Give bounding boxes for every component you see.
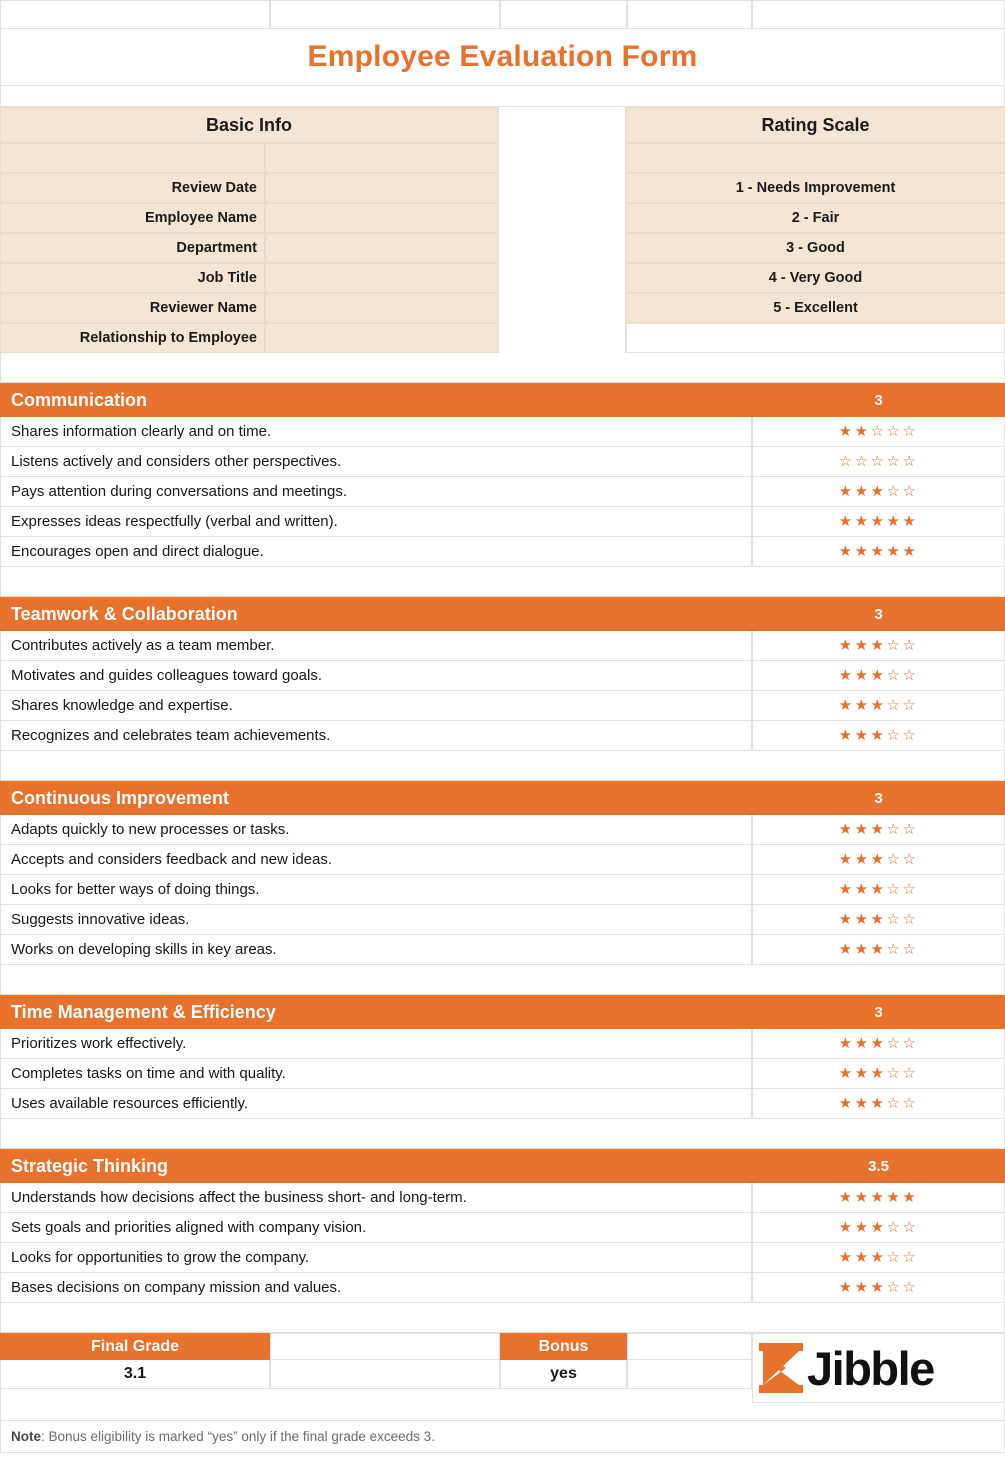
criterion-rating[interactable] bbox=[752, 1089, 1005, 1119]
basic-info-row bbox=[0, 173, 498, 203]
blank-cell[interactable] bbox=[270, 1360, 500, 1389]
bonus-label: Bonus bbox=[500, 1333, 627, 1360]
section-title: Strategic Thinking bbox=[0, 1149, 752, 1183]
criterion-row bbox=[0, 661, 1005, 691]
criterion-row bbox=[0, 1243, 1005, 1273]
criterion-text: Looks for opportunities to grow the company. bbox=[0, 1243, 752, 1273]
section-score: 3 bbox=[752, 597, 1005, 631]
criterion-row bbox=[0, 447, 1005, 477]
star-rating-icon: ★★★☆☆ bbox=[838, 697, 919, 714]
star-rating-icon: ★★★☆☆ bbox=[838, 667, 919, 684]
star-rating-icon: ★★★☆☆ bbox=[838, 1095, 919, 1112]
logo-wordmark: Jibble bbox=[807, 1341, 934, 1395]
footnote-text: : Bonus eligibility is marked “yes” only if the final grade exceeds 3. bbox=[41, 1429, 435, 1444]
blank-cell[interactable] bbox=[627, 1360, 752, 1389]
blank-cell[interactable] bbox=[0, 0, 270, 29]
bonus-value: yes bbox=[500, 1360, 627, 1389]
section-gap-row bbox=[0, 751, 1005, 781]
hourglass-icon bbox=[758, 1343, 804, 1393]
criterion-rating[interactable] bbox=[752, 905, 1005, 935]
criterion-text: Bases decisions on company mission and values. bbox=[0, 1273, 752, 1303]
criterion-rating[interactable] bbox=[752, 815, 1005, 845]
field-label-department: Department bbox=[0, 233, 265, 263]
criterion-rating[interactable] bbox=[752, 631, 1005, 661]
criterion-text: Looks for better ways of doing things. bbox=[0, 875, 752, 905]
criterion-rating[interactable] bbox=[752, 691, 1005, 721]
star-rating-icon: ☆☆☆☆☆ bbox=[838, 453, 919, 470]
criterion-text: Accepts and considers feedback and new ideas. bbox=[0, 845, 752, 875]
basic-info-heading: Basic Info bbox=[0, 107, 498, 143]
criterion-text: Motivates and guides colleagues toward goals. bbox=[0, 661, 752, 691]
criterion-row bbox=[0, 1273, 1005, 1303]
basic-info-row bbox=[0, 203, 498, 233]
star-rating-icon: ★★★★★ bbox=[838, 1189, 919, 1206]
evaluation-sections bbox=[0, 353, 1005, 1303]
rating-scale-heading: Rating Scale bbox=[626, 107, 1005, 143]
star-rating-icon: ★★★☆☆ bbox=[838, 821, 919, 838]
jibble-logo bbox=[752, 1333, 1005, 1403]
final-grade-label: Final Grade bbox=[0, 1333, 270, 1360]
criterion-row bbox=[0, 631, 1005, 661]
criterion-row bbox=[0, 1059, 1005, 1089]
star-rating-icon: ★★★☆☆ bbox=[838, 1219, 919, 1236]
criterion-row bbox=[0, 537, 1005, 567]
criterion-row bbox=[0, 507, 1005, 537]
field-input-review-date[interactable] bbox=[265, 173, 498, 203]
title-row bbox=[0, 29, 1005, 86]
footnote-prefix: Note bbox=[11, 1429, 41, 1444]
section-score: 3.5 bbox=[752, 1149, 1005, 1183]
title-cell bbox=[0, 29, 1005, 86]
page-title: Employee Evaluation Form bbox=[307, 40, 698, 73]
field-input-relationship[interactable] bbox=[265, 323, 498, 353]
criterion-text: Recognizes and celebrates team achievements. bbox=[0, 721, 752, 751]
section-score: 3 bbox=[752, 383, 1005, 417]
criterion-rating[interactable] bbox=[752, 1243, 1005, 1273]
logo-wrap bbox=[758, 1343, 934, 1393]
basic-info-row bbox=[0, 263, 498, 293]
criterion-rating[interactable] bbox=[752, 875, 1005, 905]
criterion-text: Adapts quickly to new processes or tasks. bbox=[0, 815, 752, 845]
basic-info-row bbox=[0, 233, 498, 263]
spacer-row bbox=[0, 86, 1005, 107]
criterion-row bbox=[0, 721, 1005, 751]
section-gap-row bbox=[0, 353, 1005, 383]
blank-label bbox=[0, 143, 265, 173]
final-grade-value: 3.1 bbox=[0, 1360, 270, 1389]
blank-cell[interactable] bbox=[627, 0, 752, 29]
rating-level-1: 1 - Needs Improvement bbox=[626, 173, 1005, 203]
criterion-row bbox=[0, 815, 1005, 845]
top-blank-row bbox=[0, 0, 1005, 29]
rating-level-4: 4 - Very Good bbox=[626, 263, 1005, 293]
criterion-row bbox=[0, 935, 1005, 965]
criterion-text: Pays attention during conversations and meetings. bbox=[0, 477, 752, 507]
criterion-row bbox=[0, 845, 1005, 875]
criterion-text: Suggests innovative ideas. bbox=[0, 905, 752, 935]
star-rating-icon: ★★★☆☆ bbox=[838, 1065, 919, 1082]
star-rating-icon: ★★★☆☆ bbox=[838, 483, 919, 500]
field-input-department[interactable] bbox=[265, 233, 498, 263]
criterion-rating[interactable] bbox=[752, 661, 1005, 691]
rating-level-2: 2 - Fair bbox=[626, 203, 1005, 233]
footer-gap-row bbox=[0, 1303, 1005, 1333]
basic-info-panel bbox=[0, 107, 498, 353]
section-title: Time Management & Efficiency bbox=[0, 995, 752, 1029]
field-label-reviewer-name: Reviewer Name bbox=[0, 293, 265, 323]
field-input-job-title[interactable] bbox=[265, 263, 498, 293]
criterion-row bbox=[0, 477, 1005, 507]
criterion-text: Understands how decisions affect the business short- and long-term. bbox=[0, 1183, 752, 1213]
blank-cell[interactable] bbox=[500, 0, 627, 29]
criterion-text: Uses available resources efficiently. bbox=[0, 1089, 752, 1119]
section-gap-row bbox=[0, 567, 1005, 597]
criterion-text: Contributes actively as a team member. bbox=[0, 631, 752, 661]
star-rating-icon: ★★★★★ bbox=[838, 513, 919, 530]
section-header bbox=[0, 995, 1005, 1029]
star-rating-icon: ★★★☆☆ bbox=[838, 1249, 919, 1266]
criterion-rating[interactable] bbox=[752, 537, 1005, 567]
blank-cell[interactable] bbox=[270, 1333, 500, 1360]
rating-scale-panel bbox=[626, 107, 1005, 353]
criterion-row bbox=[0, 875, 1005, 905]
blank-cell bbox=[0, 86, 1005, 107]
criterion-text: Expresses ideas respectfully (verbal and written). bbox=[0, 507, 752, 537]
field-input-reviewer-name[interactable] bbox=[265, 293, 498, 323]
criterion-rating[interactable] bbox=[752, 845, 1005, 875]
star-rating-icon: ★★★☆☆ bbox=[838, 1279, 919, 1296]
field-label-relationship: Relationship to Employee bbox=[0, 323, 265, 353]
star-rating-icon: ★★★☆☆ bbox=[838, 1035, 919, 1052]
rating-scale-footer-blank bbox=[626, 323, 1005, 353]
center-gap-column bbox=[498, 107, 626, 353]
criterion-rating[interactable] bbox=[752, 447, 1005, 477]
rating-scale-blank-row bbox=[626, 143, 1005, 173]
criterion-row bbox=[0, 1089, 1005, 1119]
criterion-text: Prioritizes work effectively. bbox=[0, 1029, 752, 1059]
section-header bbox=[0, 1149, 1005, 1183]
rating-level-5: 5 - Excellent bbox=[626, 293, 1005, 323]
blank-cell[interactable] bbox=[752, 0, 1005, 29]
info-rating-block bbox=[0, 107, 1005, 353]
criterion-rating[interactable] bbox=[752, 1273, 1005, 1303]
section-score: 3 bbox=[752, 995, 1005, 1029]
rating-level-3: 3 - Good bbox=[626, 233, 1005, 263]
section-gap-row bbox=[0, 965, 1005, 995]
criterion-text: Listens actively and considers other perspectives. bbox=[0, 447, 752, 477]
star-rating-icon: ★★★☆☆ bbox=[838, 911, 919, 928]
criterion-rating[interactable] bbox=[752, 721, 1005, 751]
star-rating-icon: ★★★★★ bbox=[838, 543, 919, 560]
criterion-row bbox=[0, 1213, 1005, 1243]
criterion-row bbox=[0, 1183, 1005, 1213]
criterion-rating[interactable] bbox=[752, 1183, 1005, 1213]
criterion-text: Encourages open and direct dialogue. bbox=[0, 537, 752, 567]
star-rating-icon: ★★☆☆☆ bbox=[838, 423, 919, 440]
field-label-employee-name: Employee Name bbox=[0, 203, 265, 233]
criterion-rating[interactable] bbox=[752, 507, 1005, 537]
criterion-text: Works on developing skills in key areas. bbox=[0, 935, 752, 965]
criterion-rating[interactable] bbox=[752, 417, 1005, 447]
criterion-text: Shares information clearly and on time. bbox=[0, 417, 752, 447]
basic-info-blank-row bbox=[0, 143, 498, 173]
field-label-job-title: Job Title bbox=[0, 263, 265, 293]
blank-field[interactable] bbox=[265, 143, 498, 173]
criterion-rating[interactable] bbox=[752, 1059, 1005, 1089]
footnote bbox=[0, 1421, 1005, 1453]
star-rating-icon: ★★★☆☆ bbox=[838, 941, 919, 958]
criterion-rating[interactable] bbox=[752, 477, 1005, 507]
section-header bbox=[0, 781, 1005, 815]
section-gap-row bbox=[0, 1119, 1005, 1149]
star-rating-icon: ★★★☆☆ bbox=[838, 727, 919, 744]
section-title: Teamwork & Collaboration bbox=[0, 597, 752, 631]
star-rating-icon: ★★★☆☆ bbox=[838, 637, 919, 654]
star-rating-icon: ★★★☆☆ bbox=[838, 881, 919, 898]
blank-cell[interactable] bbox=[270, 0, 500, 29]
section-header bbox=[0, 383, 1005, 417]
criterion-text: Completes tasks on time and with quality. bbox=[0, 1059, 752, 1089]
section-header bbox=[0, 597, 1005, 631]
criterion-row bbox=[0, 691, 1005, 721]
criterion-row bbox=[0, 417, 1005, 447]
field-input-employee-name[interactable] bbox=[265, 203, 498, 233]
basic-info-row bbox=[0, 323, 498, 353]
criterion-text: Sets goals and priorities aligned with company vision. bbox=[0, 1213, 752, 1243]
section-title: Communication bbox=[0, 383, 752, 417]
criterion-text: Shares knowledge and expertise. bbox=[0, 691, 752, 721]
criterion-rating[interactable] bbox=[752, 1213, 1005, 1243]
criterion-rating[interactable] bbox=[752, 935, 1005, 965]
field-label-review-date: Review Date bbox=[0, 173, 265, 203]
blank-cell[interactable] bbox=[627, 1333, 752, 1360]
criterion-row bbox=[0, 1029, 1005, 1059]
criterion-rating[interactable] bbox=[752, 1029, 1005, 1059]
section-title: Continuous Improvement bbox=[0, 781, 752, 815]
section-score: 3 bbox=[752, 781, 1005, 815]
basic-info-row bbox=[0, 293, 498, 323]
criterion-row bbox=[0, 905, 1005, 935]
star-rating-icon: ★★★☆☆ bbox=[838, 851, 919, 868]
